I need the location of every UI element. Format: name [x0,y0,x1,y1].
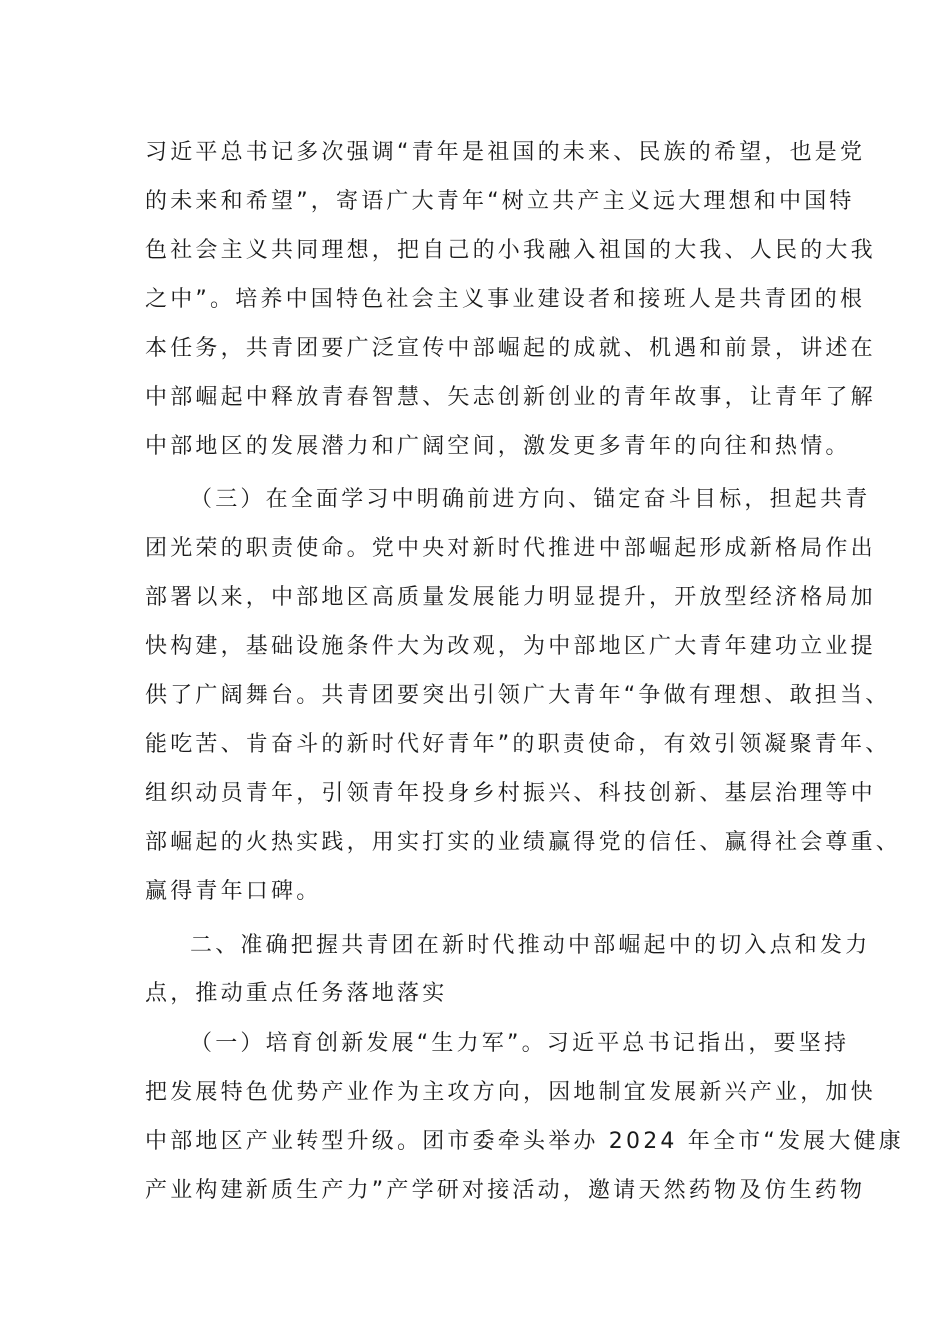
text-line: 组织动员青年，引领青年投身乡村振兴、科技创新、基层治理等中 [145,781,876,806]
text-line: 快构建，基础设施条件大为改观，为中部地区广大青年建功立业提 [145,634,876,659]
text-line: 中部地区的发展潜力和广阔空间，激发更多青年的向往和热情。 [145,434,851,459]
text-line: 色社会主义共同理想，把自己的小我融入祖国的大我、人民的大我 [145,238,876,263]
paragraph-first-line: （三）在全面学习中明确前进方向、锚定奋斗目标，担起共青 [190,487,871,512]
text-line: 中部崛起中释放青春智慧、矢志创新创业的青年故事，让青年了解 [145,385,876,410]
paragraph-first-line: （一）培育创新发展“生力军”。习近平总书记指出，要坚持 [190,1031,850,1056]
text-line: 的未来和希望”，寄语广大青年“树立共产主义远大理想和中国特 [145,189,855,214]
text-line: 中部地区产业转型升级。团市委牵头举办 2024 年全市“发展大健康 [145,1129,904,1154]
text-line: 部署以来，中部地区高质量发展能力明显提升，开放型经济格局加 [145,585,876,610]
text-line: 部崛起的火热实践，用实打实的业绩赢得党的信任、赢得社会尊重、 [145,830,902,855]
text-line: 赢得青年口碑。 [145,879,322,904]
text-line: 团光荣的职责使命。党中央对新时代推进中部崛起形成新格局作出 [145,536,876,561]
text-line: 能吃苦、肯奋斗的新时代好青年”的职责使命，有效引领凝聚青年、 [145,732,891,757]
text-line: 之中”。培养中国特色社会主义事业建设者和接班人是共青团的根 [145,287,866,312]
section-heading-line: 二、准确把握共青团在新时代推动中部崛起中的切入点和发力 [190,933,871,958]
text-line: 供了广阔舞台。共青团要突出引领广大青年“争做有理想、敢担当、 [145,683,891,708]
text-line: 本任务，共青团要广泛宣传中部崛起的成就、机遇和前景，讲述在 [145,336,876,361]
text-line: 习近平总书记多次强调“青年是祖国的未来、民族的希望，也是党 [145,140,866,165]
text-line: 把发展特色优势产业作为主攻方向，因地制宜发展新兴产业，加快 [145,1080,876,1105]
text-line: 产业构建新质生产力”产学研对接活动，邀请天然药物及仿生药物 [145,1178,866,1203]
section-heading-line: 点，推动重点任务落地落实 [145,981,448,1006]
